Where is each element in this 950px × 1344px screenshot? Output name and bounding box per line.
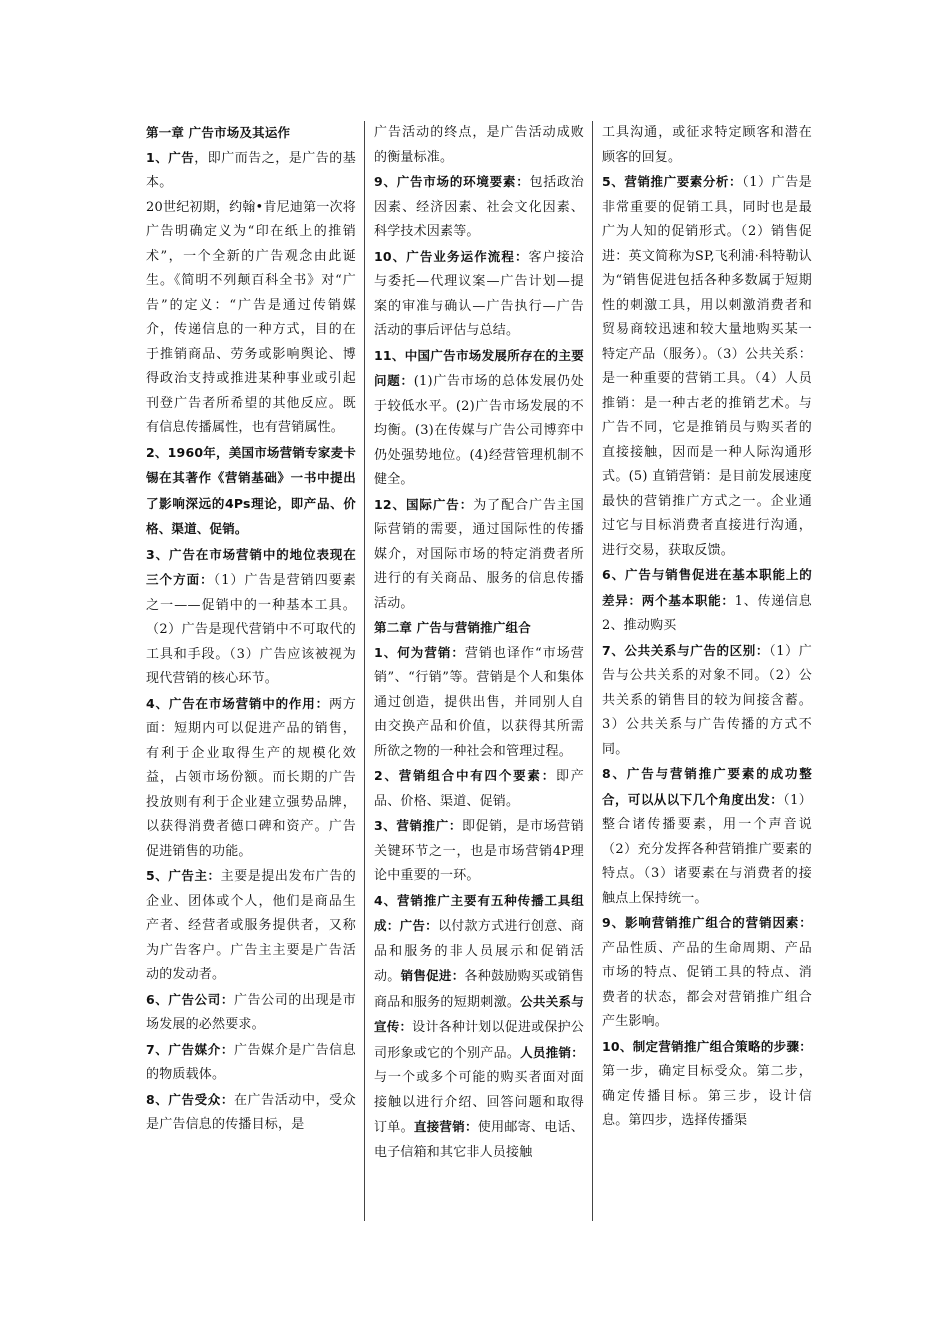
body-text: 与一个或多个可能的购买者面对面接触以进行介绍、回答问题和取得订单。 bbox=[374, 1070, 584, 1135]
body-text: 为了配合广告主国际营销的需要，通过国际性的传播媒介，对国际市场的特定消费者所进行的有关商品、服务的信息传播活动。 bbox=[374, 497, 584, 611]
body-text: 客户接洽与委托—代理议案—广告计划—提案的审准与确认—广告执行—广告活动的事后评估与总结。 bbox=[374, 249, 584, 338]
paragraph bbox=[146, 988, 356, 1038]
paragraph bbox=[146, 1088, 356, 1138]
chapter-heading bbox=[374, 616, 584, 641]
body-text: 20世纪初期，约翰•肯尼迪第一次将广告明确定义为“印在纸上的推销术”，一个全新的广告观念由此诞生。《简明不列颠百科全书》对“广告”的定义：“广告是通过传销媒介，传递信息的一种方式，目的在于推销商品、劳务或影响舆论、博得政治支持或推进某种事业或引起刊登广告者所希望的其他反应。既有信息传播属性，也有营销属性。 bbox=[146, 199, 356, 435]
bold-term: 7、广告媒介： bbox=[146, 1041, 234, 1057]
bold-term: 人员推销： bbox=[520, 1044, 584, 1060]
paragraph bbox=[374, 121, 584, 170]
paragraph bbox=[602, 911, 812, 1035]
body-text: （1）广告与公共关系的对象不同。（2）公共关系的销售目的较为间接含蓄。3）公共关系与广告传播的方式不同。 bbox=[602, 643, 812, 757]
body-text: 1、传递信息2、推动购买 bbox=[602, 593, 812, 633]
paragraph bbox=[602, 121, 812, 170]
body-text: 设计各种计划以促进或保护公司形象或它的个别产品。 bbox=[374, 1020, 584, 1061]
bold-term: 第二章 广告与营销推广组合 bbox=[374, 620, 531, 635]
paragraph bbox=[374, 493, 584, 617]
paragraph bbox=[374, 344, 584, 493]
bold-term: 2、1960年，美国市场营销专家麦卡锡在其著作《营销基础》一书中提出了影响深远的4Ps理论，即产品、价格、渠道、促销。 bbox=[146, 444, 356, 536]
paragraph bbox=[602, 563, 812, 639]
paragraph bbox=[146, 196, 356, 441]
bold-term: 1、何为营销： bbox=[374, 644, 465, 660]
body-text: (1)广告市场的总体发展仍处于较低水平。(2)广告市场发展的不均衡。(3)在传媒与广告公司博弈中仍处强势地位。(4)经营管理机制不健全。 bbox=[374, 374, 584, 487]
paragraph bbox=[146, 692, 356, 865]
paragraph bbox=[146, 1038, 356, 1088]
body-text: 各种鼓励购买或销售商品和服务的短期刺激。 bbox=[374, 969, 584, 1010]
bold-term: 3、营销推广： bbox=[374, 818, 462, 833]
bold-term: 10、制定营销推广组合策略的步骤： bbox=[602, 1038, 812, 1054]
bold-term: 公共关系与宣传： bbox=[374, 993, 584, 1034]
bold-term: 6、广告与销售促进在基本职能上的差异：两个基本职能： bbox=[602, 567, 812, 608]
column-3 bbox=[602, 121, 812, 1221]
bold-term: 4、广告在市场营销中的作用： bbox=[146, 695, 329, 711]
body-text: 主要是提出发布广告的企业、团体或个人，他们是商品生产者、经营者或服务提供者，又称为广告客户。广告主主要是广告活动的发动者。 bbox=[146, 869, 356, 982]
bold-term: 2、营销组合中有四个要素： bbox=[374, 768, 556, 783]
paragraph bbox=[374, 641, 584, 765]
bold-term: 8、广告受众： bbox=[146, 1091, 234, 1107]
bold-term: 12、国际广告： bbox=[374, 496, 474, 512]
bold-term: 3、广告在市场营销中的地位表现在三个方面： bbox=[146, 546, 356, 587]
bold-term: 8、广告与营销推广要素的成功整合，可以从以下几个角度出发： bbox=[602, 766, 812, 807]
paragraph bbox=[602, 1035, 812, 1134]
chapter-heading bbox=[146, 121, 356, 146]
body-text: 第一步，确定目标受众。第二步，确定传播目标。第三步，设计信息。第四步，选择传播渠 bbox=[602, 1064, 812, 1128]
paragraph bbox=[146, 864, 356, 988]
body-text: （1）整合诸传播要素，用一个声音说（2）充分发挥各种营销推广要素的特点。（3）诸要素在与消费者的接触点上保持统一。 bbox=[602, 792, 812, 906]
paragraph bbox=[374, 764, 584, 814]
bold-term: 5、营销推广要素分析： bbox=[602, 174, 743, 189]
paragraph bbox=[374, 245, 584, 344]
body-text: 包括政治因素、经济因素、社会文化因素、科学技术因素等。 bbox=[374, 175, 584, 239]
bold-term: 9、广告市场的环境要素： bbox=[374, 174, 530, 189]
body-text: 营销也译作“市场营销”、“行销”等。营销是个人和集体通过创造，提供出售，并同别人自由交换产品和价值，以获得其所需所欲之物的一种社会和管理过程。 bbox=[374, 645, 584, 759]
body-text: 使用邮寄、电话、电子信箱和其它非人员接触 bbox=[374, 1120, 584, 1160]
bold-term: 5、广告主： bbox=[146, 868, 221, 883]
bold-term: 4、营销推广主要有五种传播工具组成：广告： bbox=[374, 892, 584, 933]
body-text: 广告公司的出现是市场发展的必然要求。 bbox=[146, 992, 356, 1032]
paragraph bbox=[146, 146, 356, 196]
bold-term: 1、广告 bbox=[146, 149, 195, 165]
bold-term: 10、广告业务运作流程： bbox=[374, 248, 529, 264]
bold-term: 11、中国广告市场发展所存在的主要问题： bbox=[374, 347, 584, 388]
body-text: 广告活动的终点，是广告活动成败的衡量标准。 bbox=[374, 125, 584, 165]
paragraph bbox=[374, 889, 584, 1166]
paragraph bbox=[602, 762, 812, 911]
paragraph bbox=[146, 543, 356, 692]
paragraph bbox=[374, 814, 584, 889]
bold-term: 9、影响营销推广组合的营销因素： bbox=[602, 915, 812, 930]
body-text: 两方面：短期内可以促进产品的销售，有利于企业取得生产的规模化效益，占领市场份额。而长期的广告投放则有利于企业建立强势品牌，以获得消费者德口碑和资产。广告促进销售的功能。 bbox=[146, 696, 356, 859]
body-text: 在广告活动中，受众是广告信息的传播目标，是 bbox=[146, 1092, 356, 1132]
body-text: 以付款方式进行创意、商品和服务的非人员展示和促销活动。 bbox=[374, 919, 584, 984]
column-divider bbox=[364, 121, 365, 1221]
body-text: 即产品、价格、渠道、促销。 bbox=[374, 769, 584, 809]
bold-term: 直接营销： bbox=[413, 1119, 478, 1134]
bold-term: 第一章 广告市场及其运作 bbox=[146, 125, 291, 140]
paragraph bbox=[602, 170, 812, 563]
body-text: 产品性质、产品的生命周期、产品市场的特点、促销工具的特点、消费者的状态，都会对营销推广组合产生影响。 bbox=[602, 940, 812, 1029]
body-text: 广告媒介是广告信息的物质载体。 bbox=[146, 1042, 356, 1082]
body-text: （1）广告是非常重要的促销工具，同时也是最广为人知的促销形式。（2）销售促进：英文简称为SP,飞利浦·科特勒认为“销售促进包括各种多数属于短期性的刺激工具，用以刺激消费者和贸易商较迅速和较大量地购买某一特定产品（服务）。（3）公共关系：是一种重要的营销工具。（4）人员推销：是一种古老的推销艺术。与广告不同，它是推销员与购买者的直接接触，因而是一种人际沟通形式。(5) 直销营销：是目前发展速度最快的营销推广方式之一。企业通过它与目标消费者直接进行沟通，进行交易，获取反馈。 bbox=[602, 175, 812, 558]
bold-term: 7、公共关系与广告的区别： bbox=[602, 642, 770, 658]
bold-term: 6、广告公司： bbox=[146, 991, 234, 1007]
body-text: 工具沟通，或征求特定顾客和潜在顾客的回复。 bbox=[602, 125, 812, 165]
paragraph bbox=[146, 441, 356, 543]
paragraph bbox=[374, 170, 584, 245]
bold-term: 销售促进： bbox=[400, 968, 465, 983]
column-1 bbox=[146, 121, 356, 1221]
column-divider bbox=[592, 121, 593, 1221]
body-text: ，即广而告之，是广告的基本。 bbox=[146, 150, 356, 190]
body-text: 即促销，是市场营销关键环节之一，也是市场营销4P理论中重要的一环。 bbox=[374, 819, 584, 883]
paragraph bbox=[602, 639, 812, 763]
body-text: （1）广告是营销四要素之一——促销中的一种基本工具。（2）广告是现代营销中不可取代的工具和手段。（3）广告应该被视为现代营销的核心环节。 bbox=[146, 573, 356, 686]
document-page bbox=[134, 121, 816, 1221]
column-2 bbox=[374, 121, 584, 1221]
